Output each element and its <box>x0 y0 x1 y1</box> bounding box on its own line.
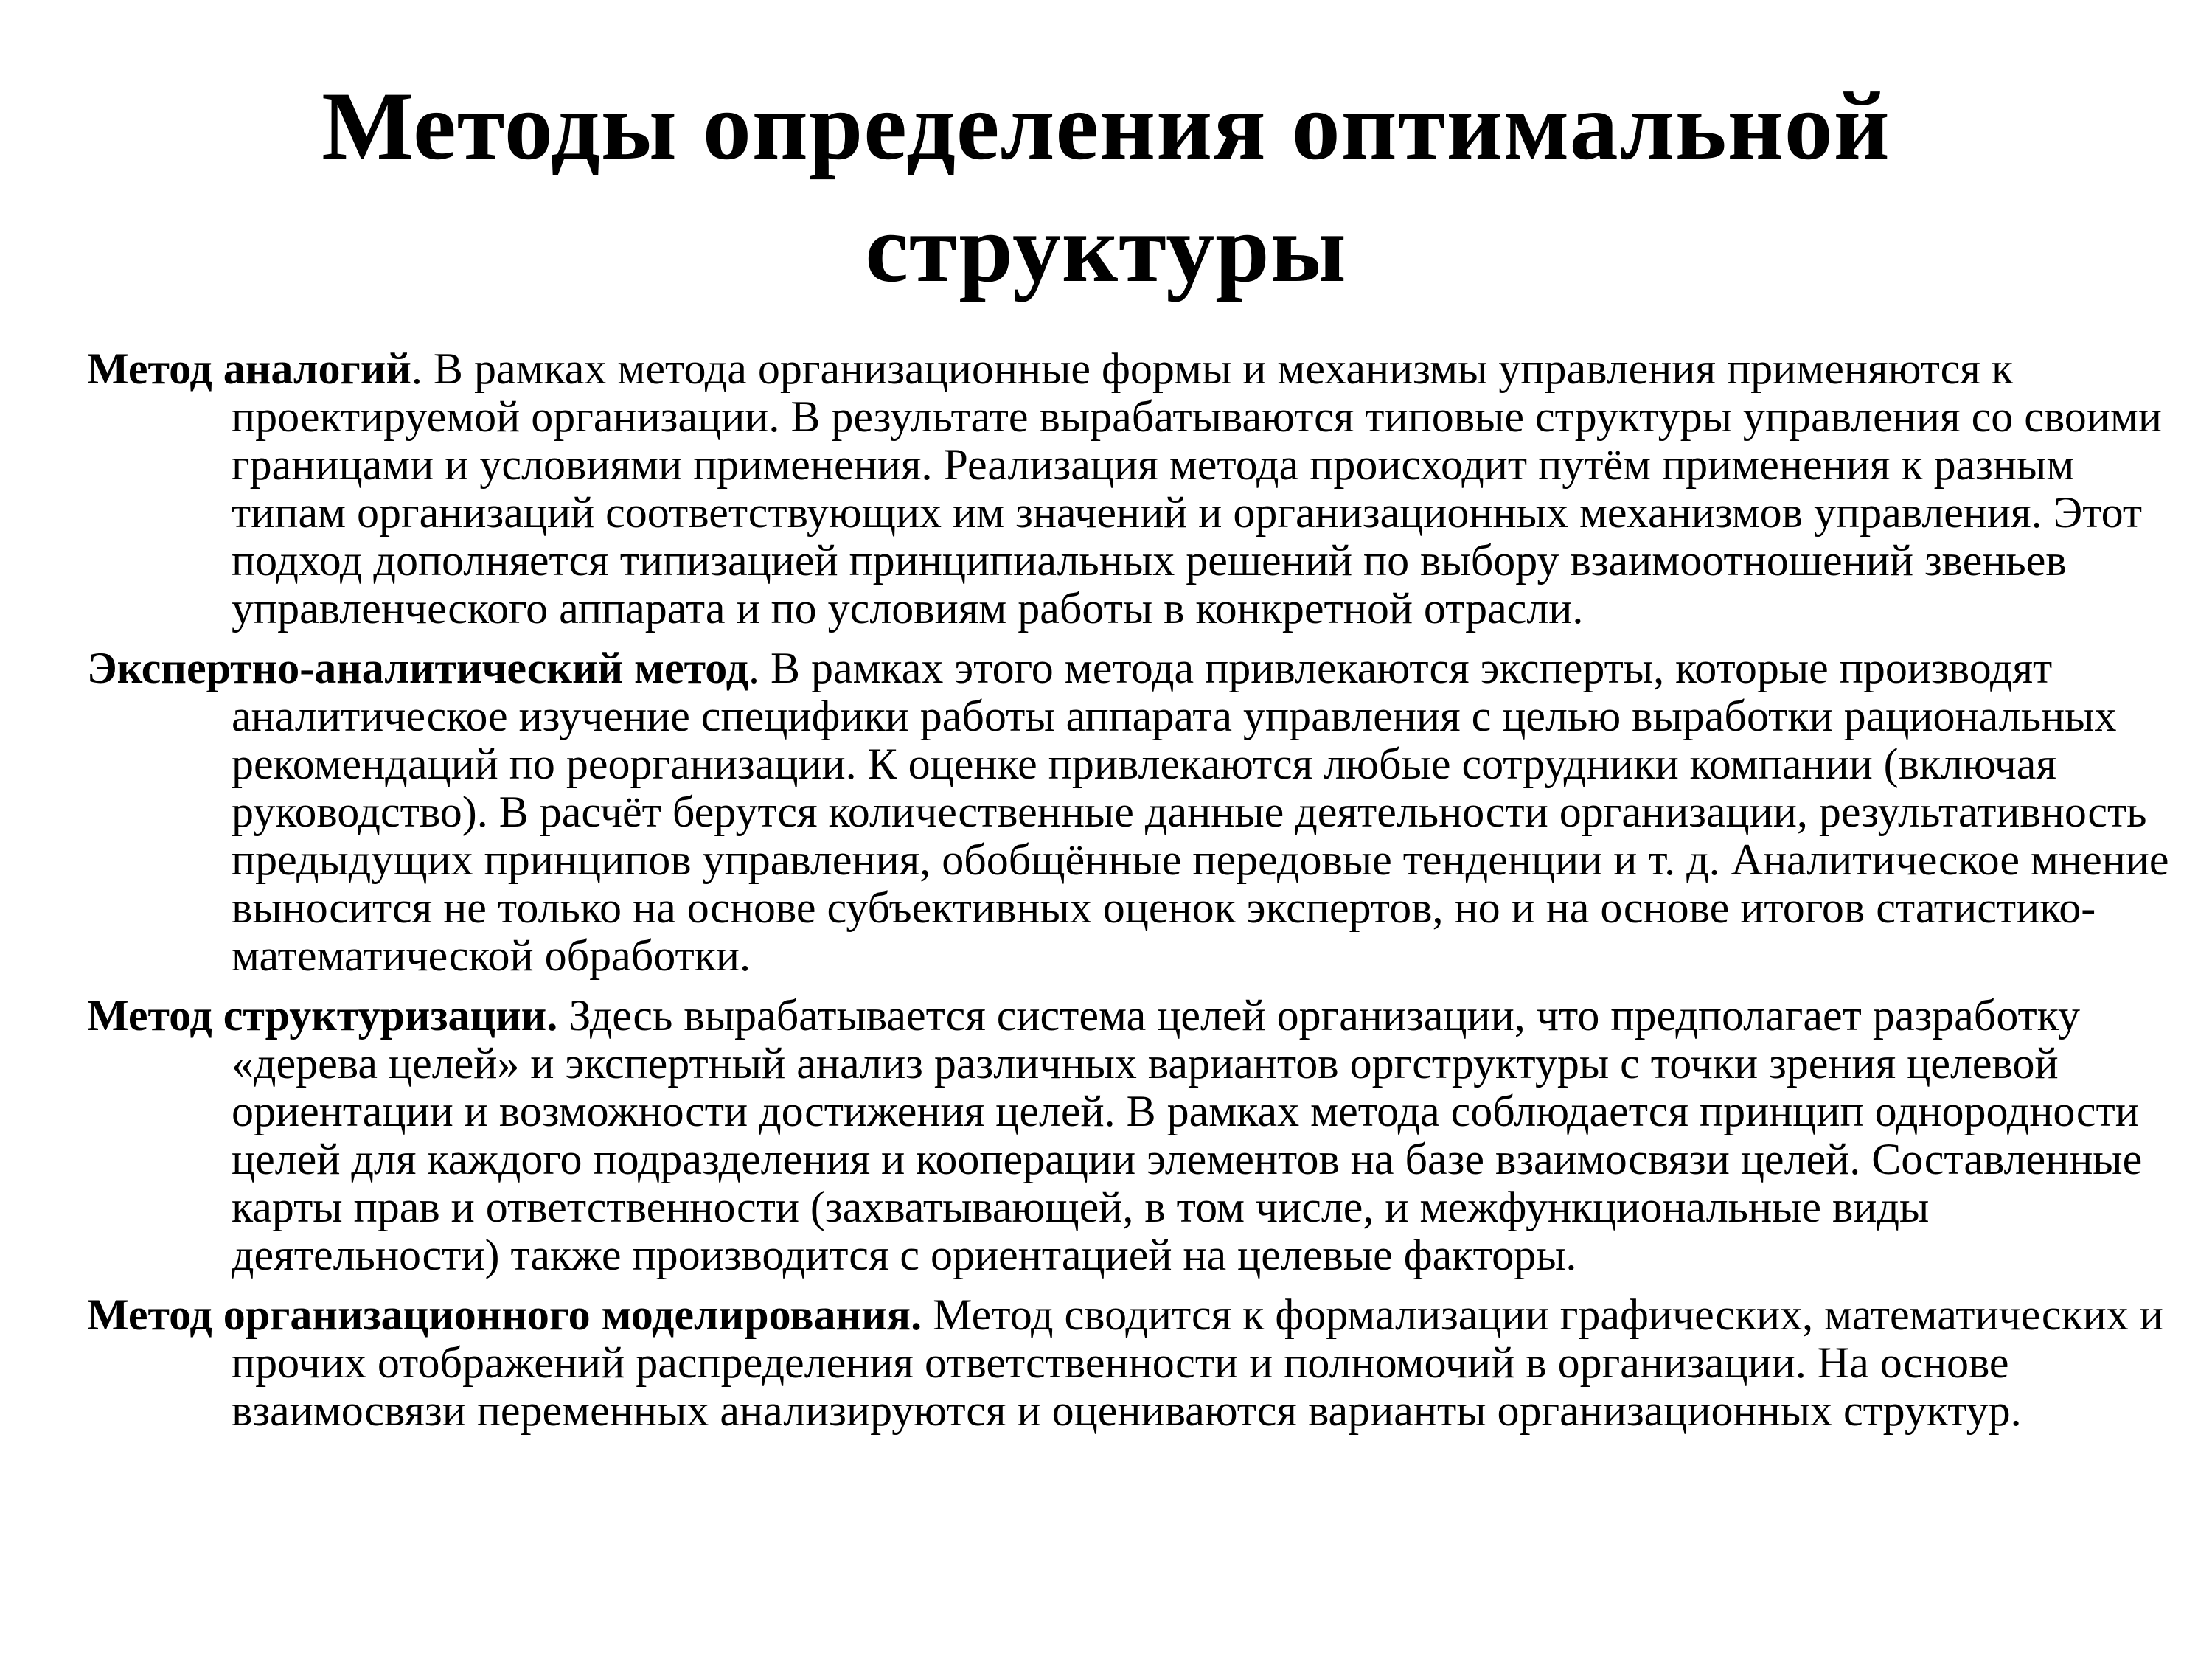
method-separator <box>922 1290 933 1339</box>
method-term: Экспертно-аналитический метод <box>87 644 748 692</box>
method-term: Метод аналогий <box>87 344 411 393</box>
method-term: Метод организационного моделирования. <box>87 1290 922 1339</box>
method-term: Метод структуризации. <box>87 991 558 1040</box>
method-separator <box>557 991 568 1040</box>
method-description: В рамках метода организационные формы и механизмы управления применяются к проектируемой организации. В результате вырабатываются типовые структуры управления со своими границами и условиями применения. Реализация метода происходит путём применения к разным типам организаций соответствующих им значений и организационных механизмов управления. Этот подход дополняется типизацией принципиальных решений по выбору взаимоотношений звеньев управленческого аппарата и по условиям работы в конкретной отрасли. <box>232 344 2162 633</box>
slide-title: Методы определения оптимальной структуры <box>321 72 1891 302</box>
method-organizational-modeling <box>87 1291 2174 1435</box>
method-separator: . <box>411 344 434 393</box>
method-structuring <box>87 992 2174 1279</box>
method-separator: . <box>748 644 771 692</box>
method-expert-analytical <box>87 644 2174 980</box>
method-description: В рамках этого метода привлекаются эксперты, которые производят аналитическое изучение специфики работы аппарата управления с целью выработки рациональных рекомендаций по реорганизации. К оценке привлекаются любые сотрудники компании (включая руководство). В расчёт берутся количественные данные деятельности организации, результативность предыдущих принципов управления, обобщённые передовые тенденции и т. д. Аналитическое мнение выносится не только на основе субъективных оценок экспертов, но и на основе итогов статистико-математической обработки. <box>232 644 2169 980</box>
method-description: Метод сводится к формализации графических, математических и прочих отображений распределения ответственности и полномочий в организации. На основе взаимосвязи переменных анализируются и оцениваются варианты организационных структур. <box>232 1290 2163 1435</box>
methods-list <box>87 345 2174 1447</box>
method-description: Здесь вырабатывается система целей организации, что предполагает разработку «дерева целей» и экспертный анализ различных вариантов оргструктуры с точки зрения целевой ориентации и возможности достижения целей. В рамках метода соблюдается принцип однородности целей для каждого подразделения и кооперации элементов на базе взаимосвязи целей. Составленные карты прав и ответственности (захватывающей, в том числе, и межфункциональные виды деятельности) также производится с ориентацией на целевые факторы. <box>232 991 2143 1279</box>
method-analogies <box>87 345 2174 633</box>
